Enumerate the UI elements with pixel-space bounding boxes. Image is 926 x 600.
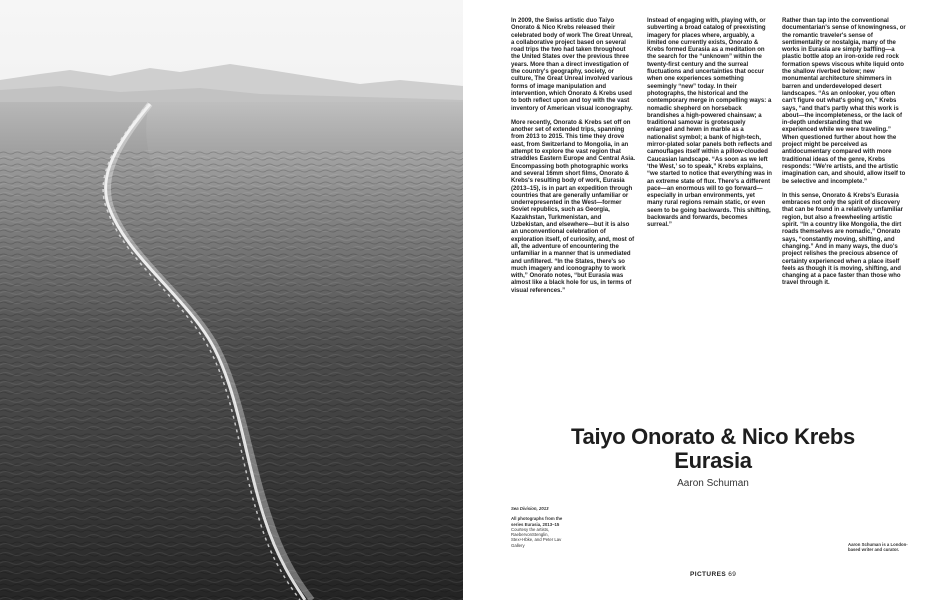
photo-caption	[511, 506, 571, 548]
article-paragraph: More recently, Onorato & Krebs set off on another set of extended trips, spanning from 2013 to 2015. This time they drove east, from Switzerland to Mongolia, in an attempt to explore the vast region that straddles Eastern Europe and Central Asia. Encompassing both photographic works and several 16mm short films, Onorato & Krebs's resulting body of work, Eurasia (2013–15), is in part an expedition through countries that are generally unfamiliar or underrepresented in the West—former Soviet republics, such as Georgia, Kazakhstan, Turkmenistan, and Uzbekistan, and elsewhere—but it is also an unconventional celebration of exploration itself, of curiosity, and, most of all, the adventure of encountering the unfamiliar in a manner that is unmediated and unfiltered. “In the States, there's so much imagery and iconography to work with,” Onorato notes, “but Eurasia was almost like a black hole for us, in terms of visual references.”	[511, 119, 636, 294]
caption-series: All photographs from the series Eurasia, 2013–15	[511, 516, 563, 527]
article-column-3	[782, 18, 907, 295]
article-column-1	[511, 18, 636, 302]
article-paragraph: In 2009, the Swiss artistic duo Taiyo Onorato & Nico Krebs released their celebrated body of work The Great Unreal, a collaborative project based on several road trips the two had taken throughout the United States over the previous three years. More than a direct investigation of the country's geography, society, or culture, The Great Unreal involved various forms of image manipulation and intervention, which Onorato & Krebs used to both reflect upon and toy with the vast inventory of American visual iconography.	[511, 18, 633, 112]
page-folio	[690, 571, 736, 578]
caption-photo-title: Sea Division, 2013	[511, 506, 549, 511]
article-title-artists: Taiyo Onorato & Nico Krebs	[571, 424, 855, 449]
author-bio: Aaron Schuman is a London-based writer and curator.	[848, 542, 908, 553]
article-paragraph: Instead of engaging with, playing with, or subverting a broad catalog of preexisting imagery for places where, arguably, a limited one currently exists, Onorato & Krebs formed Eurasia as a meditation on the search for the “unknown” within the twenty-first century and the surreal fluctuations and uncertainties that occur when one experiences something seemingly “new” today. In their photographs, the historical and the contemporary merge in compelling ways: a nomadic shepherd on horseback brandishes a high-powered chainsaw; a traditional samovar is grotesquely enlarged and hewn in marble as a nationalist symbol; a bank of high-tech, mirror-plated solar panels both reflects and camouflages itself within a pillow-clouded Caucasian landscape. “As soon as we left ‘the West,’ so to speak,” Krebs explains, “we started to notice that everything was in an extreme state of flux. There's a different pace—an enormous will to go forward—especially in urban environments, yet many rural regions remain static, or even seem to be going backwards. This shifting, backwards and forwards, becomes surreal.”	[647, 18, 772, 229]
article-title-series: Eurasia	[674, 448, 752, 473]
text-page	[463, 0, 926, 600]
folio-page-number: 69	[728, 571, 737, 578]
article-title	[553, 425, 873, 473]
article-paragraph: Rather than tap into the conventional documentarian's sense of knowingness, or the romantic traveler's sense of sentimentality or nostalgia, many of the works in Eurasia are simply baffling—a plastic bottle atop an iron-oxide red rock formation spews viscous white liquid onto the shallow riverbed below; new monumental architecture shimmers in barren and underdeveloped desert landscapes. “As an onlooker, you often can't figure out what's going on,” Krebs says, “and that's partly what this work is about—the incompleteness, or the lack of in-depth understanding that we experienced while we were traveling.” When questioned further about how the project might be perceived as antidocumentary compared with more traditional ideas of the genre, Krebs responds: “We're artists, and the artistic imagination can, and should, allow itself to be selective and incomplete.”	[782, 18, 906, 185]
folio-section: PICTURES	[690, 571, 727, 578]
article-paragraph: In this sense, Onorato & Krebs's Eurasia embraces not only the spirit of discovery that can be found in a relatively unfamiliar region, but also a freewheeling artistic spirit. “In a country like Mongolia, the dirt roads themselves are nomadic,” Onorato says, “constantly moving, shifting, and changing.” And in many ways, the duo's project relishes the precious absence of certainty experienced when a place itself feels as though it is moving, shifting, and changing at a pace faster than those who travel through it.	[782, 192, 903, 287]
article-author: Aaron Schuman	[677, 478, 749, 489]
caption-credit: Courtesy the artists, RaebervonStenglin, Stex+Hbke, and Peter Lav Gallery	[511, 526, 562, 548]
article-column-2	[647, 18, 772, 237]
